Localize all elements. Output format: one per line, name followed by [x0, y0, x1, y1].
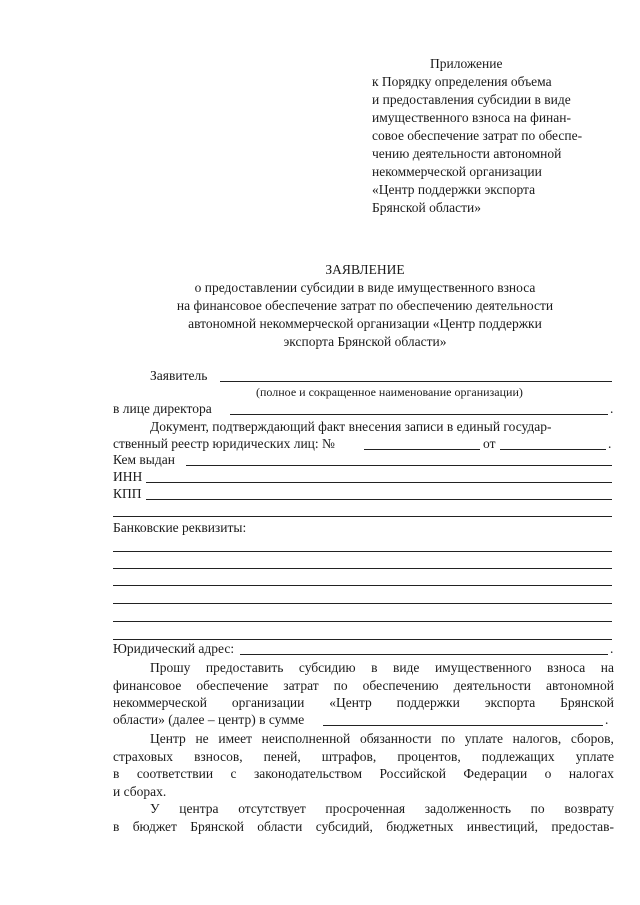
inn-field[interactable] — [146, 482, 612, 483]
registration-doc-line2: ственный реестр юридических лиц: № — [113, 436, 335, 451]
registration-date-field[interactable] — [500, 449, 606, 450]
applicant-hint: (полное и сокращенное наименование организации) — [256, 385, 523, 399]
bank-details-field[interactable] — [113, 551, 612, 552]
bank-details-field[interactable] — [113, 639, 612, 640]
heading-line: на финансовое обеспечение затрат по обеспечению деятельности — [176, 298, 554, 313]
paragraph-line: страховых взносов, пеней, штрафов, процентов, подлежащих уплате — [113, 749, 614, 764]
applicant-field[interactable] — [220, 381, 612, 382]
director-end: . — [610, 401, 614, 416]
paragraph-line: в бюджет Брянской области субсидий, бюджетных инвестиций, предостав- — [113, 819, 614, 834]
inn-label: ИНН — [113, 469, 143, 484]
bank-details-label: Банковские реквизиты: — [113, 520, 247, 535]
paragraph-line: и сборах. — [113, 784, 167, 799]
kpp-label: КПП — [113, 486, 142, 501]
request-line: Прошу предоставить субсидию в виде имущественного взноса на — [150, 660, 614, 675]
appendix-line: совое обеспечение затрат по обеспе- — [372, 128, 583, 143]
paragraph-line: Центр не имеет неисполненной обязанности по уплате налогов, сборов, — [150, 731, 614, 746]
legal-address-end: . — [610, 641, 614, 656]
heading-line: экспорта Брянской области» — [283, 334, 447, 349]
bank-details-field[interactable] — [113, 585, 612, 586]
appendix-line: некоммерческой организации — [372, 164, 542, 179]
director-label: в лице директора — [113, 401, 212, 416]
page-title: ЗАЯВЛЕНИЕ — [325, 262, 405, 277]
extra-line[interactable] — [113, 516, 612, 517]
paragraph-line: У центра отсутствует просроченная задолженность по возврату — [150, 801, 614, 816]
heading-line: автономной некоммерческой организации «Центр поддержки — [188, 316, 542, 331]
request-line: некоммерческой организации «Центр поддержки экспорта Брянской — [113, 695, 614, 710]
registration-end: . — [608, 436, 612, 451]
appendix-line: к Порядку определения объема — [372, 74, 552, 89]
kpp-field[interactable] — [146, 499, 612, 500]
bank-details-field[interactable] — [113, 621, 612, 622]
request-line: финансовое обеспечение затрат по обеспечению деятельности автономной — [113, 678, 614, 693]
heading-line: о предоставлении субсидии в виде имущественного взноса — [194, 280, 536, 295]
request-end: . — [605, 712, 609, 727]
subsidy-amount-field[interactable] — [323, 725, 603, 726]
registration-ot-label: от — [483, 436, 496, 451]
legal-address-field[interactable] — [240, 654, 608, 655]
appendix-line: имущественного взноса на финан- — [372, 110, 571, 125]
registration-doc-line1: Документ, подтверждающий факт внесения записи в единый государ- — [150, 419, 552, 434]
legal-address-label: Юридический адрес: — [113, 641, 235, 656]
paragraph-line: в соответствии с законодательством Российской Федерации о налогах — [113, 766, 614, 781]
bank-details-field[interactable] — [113, 568, 612, 569]
bank-details-field[interactable] — [113, 603, 612, 604]
appendix-line: Брянской области» — [372, 200, 482, 215]
request-line: области» (далее – центр) в сумме — [113, 712, 305, 727]
issued-by-label: Кем выдан — [113, 452, 175, 467]
applicant-label: Заявитель — [150, 368, 208, 383]
appendix-line: «Центр поддержки экспорта — [372, 182, 536, 197]
appendix-title: Приложение — [430, 56, 503, 71]
appendix-line: чению деятельности автономной — [372, 146, 562, 161]
registration-number-field[interactable] — [364, 449, 480, 450]
issued-by-field[interactable] — [186, 465, 612, 466]
appendix-line: и предоставления субсидии в виде — [372, 92, 571, 107]
director-field[interactable] — [230, 414, 608, 415]
